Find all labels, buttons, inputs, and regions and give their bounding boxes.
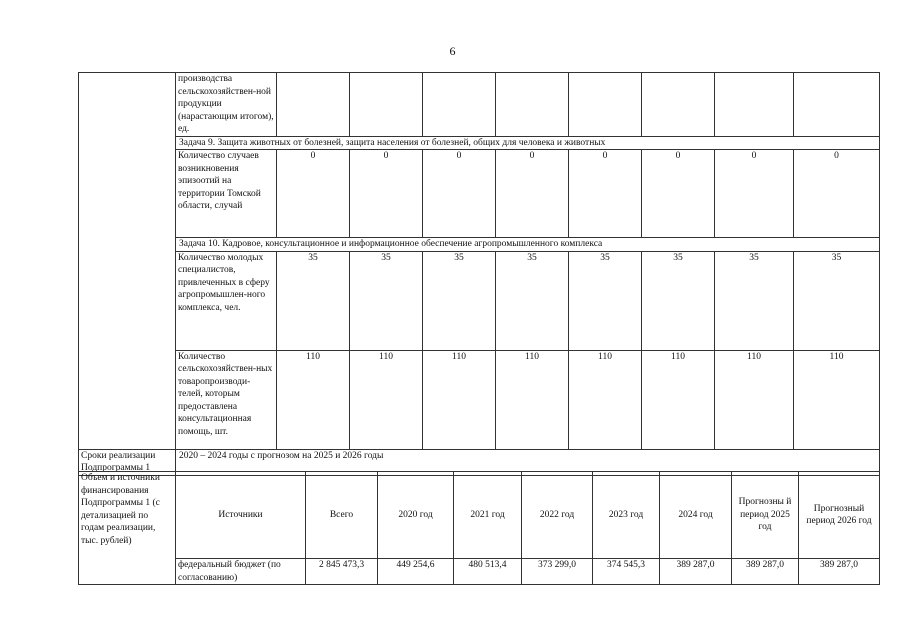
- value-cell: 35: [496, 251, 569, 350]
- value-cell: 35: [642, 251, 715, 350]
- indicator-label: Количество молодых специалистов, привлеченных в сферу агропромышлен-ного комплекса, чел.: [176, 251, 277, 350]
- value-cell: [350, 73, 423, 137]
- value-cell: [715, 73, 794, 137]
- value-cell: 35: [794, 251, 880, 350]
- page-number: 6: [449, 44, 456, 58]
- column-header: 2021 год: [454, 472, 522, 559]
- funding-header-row: [79, 472, 880, 559]
- column-header: 2022 год: [522, 472, 593, 559]
- column-header: 2020 год: [378, 472, 454, 559]
- amount-cell: 449 254,6: [378, 559, 454, 585]
- value-cell: 110: [277, 350, 350, 449]
- funding-row: [79, 559, 880, 585]
- amount-cell: 2 845 473,3: [306, 559, 378, 585]
- column-header: 2023 год: [593, 472, 660, 559]
- value-cell: [642, 73, 715, 137]
- column-header: 2024 год: [660, 472, 732, 559]
- value-cell: 0: [496, 150, 569, 238]
- value-cell: 0: [715, 150, 794, 238]
- value-cell: 0: [350, 150, 423, 238]
- funding-label: Объем и источники финансирования Подпрограммы 1 (с детализацией по годам реализации, тыс. рублей): [79, 472, 176, 585]
- amount-cell: 374 545,3: [593, 559, 660, 585]
- value-cell: 35: [277, 251, 350, 350]
- value-cell: 0: [423, 150, 496, 238]
- value-cell: 35: [569, 251, 642, 350]
- indicator-label: Количество случаев возникновения эпизоотий на территории Томской области, случай: [176, 150, 277, 238]
- value-cell: 110: [423, 350, 496, 449]
- value-cell: [277, 73, 350, 137]
- amount-cell: 373 299,0: [522, 559, 593, 585]
- column-header: Прогнозный период 2026 год: [799, 472, 880, 559]
- section-label-cell: [79, 73, 176, 450]
- indicator-label: производства сельскохозяйствен-ной продукции (нарастающим итогом), ед.: [176, 73, 277, 137]
- column-header: Источники: [176, 472, 306, 559]
- task-row: [79, 136, 880, 150]
- value-cell: [496, 73, 569, 137]
- value-cell: 110: [642, 350, 715, 449]
- table-row: [79, 150, 880, 238]
- value-cell: 0: [794, 150, 880, 238]
- column-header: Прогнозны й период 2025 год: [732, 472, 799, 559]
- amount-cell: 389 287,0: [799, 559, 880, 585]
- value-cell: 110: [715, 350, 794, 449]
- funding-table: [78, 471, 880, 585]
- terms-value: 2020 – 2024 годы с прогнозом на 2025 и 2026 годы: [176, 449, 880, 475]
- table-row: [79, 251, 880, 350]
- value-cell: 35: [350, 251, 423, 350]
- indicators-table: [78, 72, 880, 476]
- task-heading: Задача 10. Кадровое, консультационное и информационное обеспечение агропромышленного комплекса: [176, 238, 880, 252]
- value-cell: 110: [569, 350, 642, 449]
- value-cell: 110: [794, 350, 880, 449]
- value-cell: [423, 73, 496, 137]
- value-cell: 0: [277, 150, 350, 238]
- amount-cell: 389 287,0: [732, 559, 799, 585]
- table-row: [79, 350, 880, 449]
- column-header: Всего: [306, 472, 378, 559]
- value-cell: 110: [496, 350, 569, 449]
- value-cell: 0: [642, 150, 715, 238]
- table-row: [79, 73, 880, 137]
- amount-cell: 480 513,4: [454, 559, 522, 585]
- indicator-label: Количество сельскохозяйствен-ных товаропроизводи-телей, которым предоставлена консультационная помощь, шт.: [176, 350, 277, 449]
- value-cell: 0: [569, 150, 642, 238]
- value-cell: 35: [423, 251, 496, 350]
- value-cell: 35: [715, 251, 794, 350]
- source-name: федеральный бюджет (по согласованию): [176, 559, 306, 585]
- value-cell: [569, 73, 642, 137]
- task-row: [79, 238, 880, 252]
- value-cell: [794, 73, 880, 137]
- amount-cell: 389 287,0: [660, 559, 732, 585]
- task-heading: Задача 9. Защита животных от болезней, защита населения от болезней, общих для человека и животных: [176, 136, 880, 150]
- value-cell: 110: [350, 350, 423, 449]
- terms-label: Сроки реализации Подпрограммы 1: [79, 449, 176, 475]
